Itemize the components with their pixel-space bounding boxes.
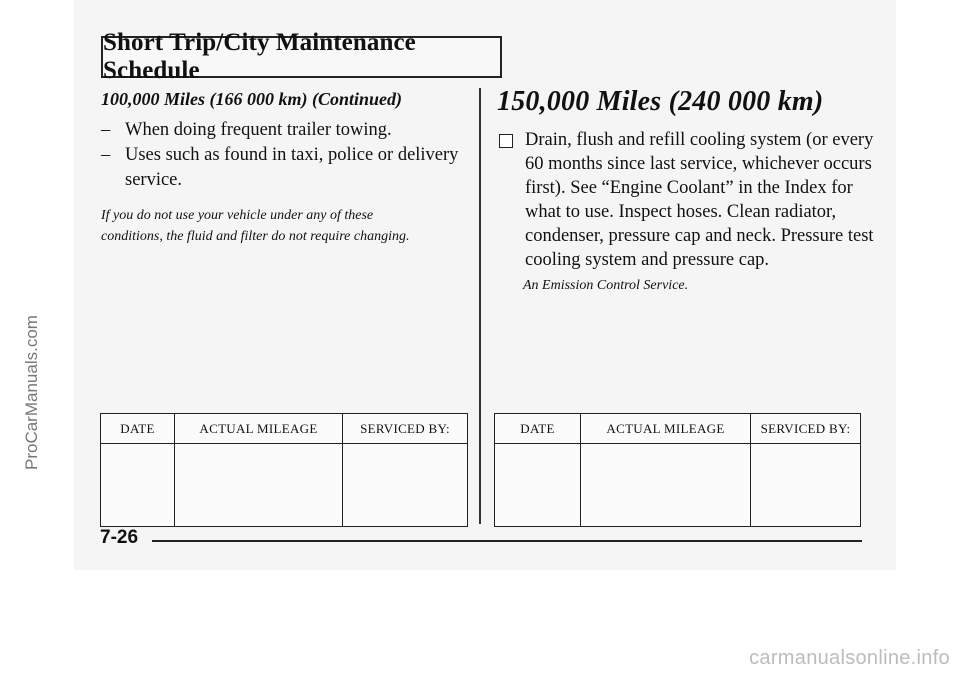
date-header: DATE (101, 414, 175, 444)
serviced-by-header: SERVICED BY: (343, 414, 468, 444)
column-divider (479, 88, 481, 524)
checkbox-icon (499, 134, 513, 148)
list-item-text: When doing frequent trailer towing. (125, 120, 392, 140)
right-subheading: 150,000 Miles (240 000 km) (497, 86, 824, 117)
dash-icon: – (101, 120, 111, 140)
mileage-cell[interactable] (581, 444, 751, 527)
maintenance-task (497, 128, 877, 272)
page-number: 7-26 (100, 527, 139, 548)
condition-note: If you do not use your vehicle under any of these conditions, the fluid and filter do not require changing. (101, 208, 410, 244)
serviced-by-cell[interactable] (343, 444, 468, 527)
emission-service-note: An Emission Control Service. (523, 278, 689, 293)
side-watermark: ProCarManuals.com (22, 315, 41, 470)
left-subheading: 100,000 Miles (166 000 km) (Continued) (101, 89, 403, 109)
list-item (101, 143, 481, 193)
footer-rule (152, 540, 862, 542)
service-record-table-left (100, 413, 468, 527)
serviced-by-cell[interactable] (751, 444, 861, 527)
right-column (497, 86, 877, 294)
dash-icon: – (101, 145, 111, 165)
list-item-text: Uses such as found in taxi, police or delivery service. (125, 145, 459, 190)
serviced-by-header: SERVICED BY: (751, 414, 861, 444)
mileage-header: ACTUAL MILEAGE (581, 414, 751, 444)
mileage-cell[interactable] (175, 444, 343, 527)
page-footer (100, 527, 862, 547)
date-header: DATE (495, 414, 581, 444)
page-title: Short Trip/City Maintenance Schedule (101, 36, 502, 78)
manual-page (74, 0, 896, 570)
site-watermark: carmanualsonline.info (749, 647, 950, 669)
date-cell[interactable] (101, 444, 175, 527)
left-column (101, 89, 481, 247)
list-item (101, 118, 481, 143)
date-cell[interactable] (495, 444, 581, 527)
service-record-table-right (494, 413, 861, 527)
task-text: Drain, flush and refill cooling system (or every 60 months since last service, whichever occurs first). See “Engine Coolant” in the Index for what to use. Inspect hoses. Clean radiator, condenser, pressure cap and neck. Pressure test cooling system and pressure cap. (525, 130, 874, 270)
mileage-header: ACTUAL MILEAGE (175, 414, 343, 444)
